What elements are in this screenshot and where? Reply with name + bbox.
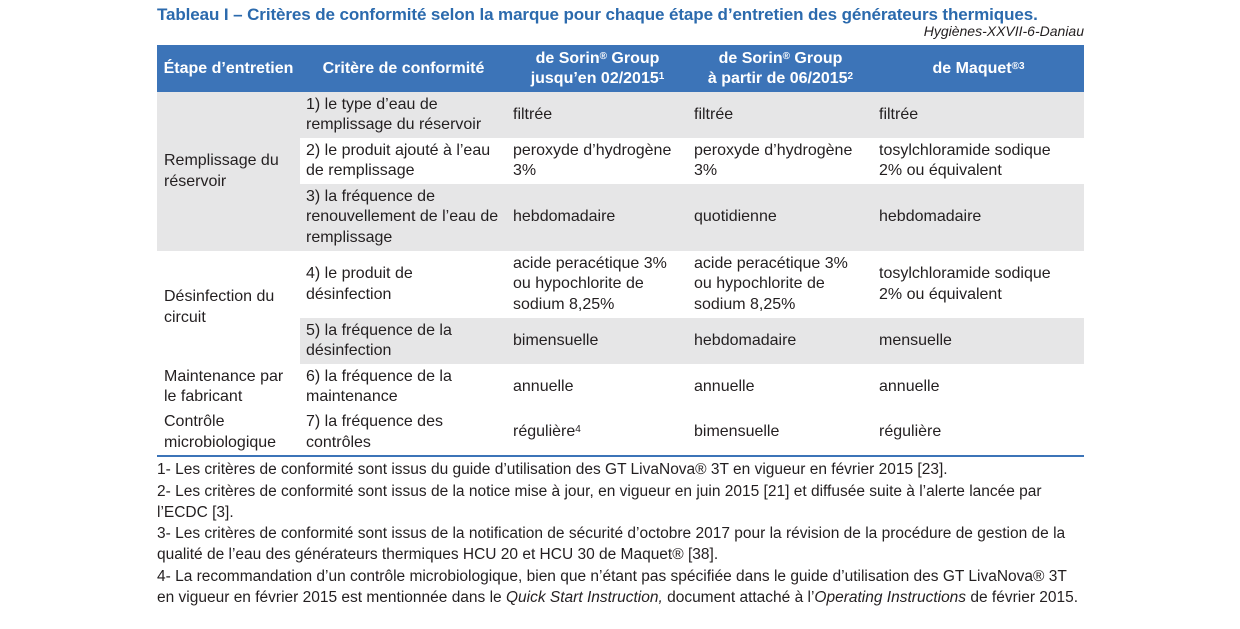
sorin-after-cell: annuelle: [688, 364, 873, 410]
maquet-cell: régulière: [873, 410, 1084, 456]
footnote-4: 4- La recommandation d’un contrôle microbiologique, bien que n’étant pas spécifiée dans le guide d’utilisation des GT LivaNova® 3T en vigueur en février 2015 est mentionnée dans le Quick Start Instruction, document attaché à l’Operating Instructions de février 2015.: [157, 567, 1079, 606]
step-cell: Remplissage du réservoir: [157, 92, 300, 251]
sorin-before-cell: hebdomadaire: [507, 184, 688, 251]
sorin-before-cell: filtrée: [507, 92, 688, 138]
table-row: [157, 410, 1084, 456]
criterion-cell: 7) la fréquence des contrôles: [300, 410, 507, 456]
step-cell: Désinfection du circuit: [157, 251, 300, 364]
criterion-cell: 5) la fréquence de la désinfection: [300, 318, 507, 364]
header-sorin-after: de Sorin® Group à partir de 06/2015$^2$: [688, 45, 873, 92]
maquet-cell: filtrée: [873, 92, 1084, 138]
table-row: [157, 251, 1084, 318]
sorin-before-cell: régulière$^4$: [507, 410, 688, 456]
footnote-2: 2- Les critères de conformité sont issus de la notice mise à jour, en vigueur en juin 2015 [21] et diffusée suite à l’alerte lancée par l’ECDC [3].: [157, 482, 1042, 521]
sorin-after-cell: bimensuelle: [688, 410, 873, 456]
footnotes: [157, 460, 1084, 610]
sorin-after-cell: acide peracétique 3% ou hypochlorite de sodium 8,25%: [688, 251, 873, 318]
sorin-after-cell: quotidienne: [688, 184, 873, 251]
criterion-cell: 3) la fréquence de renouvellement de l’eau de remplissage: [300, 184, 507, 251]
header-criterion: Critère de conformité: [300, 45, 507, 92]
header-maquet: de Maquet$^{®3}$: [873, 45, 1084, 92]
footnote-1: 1- Les critères de conformité sont issus du guide d’utilisation des GT LivaNova® 3T en vigueur en février 2015 [23].: [157, 461, 948, 478]
step-cell: Maintenance par le fabricant: [157, 364, 300, 410]
sorin-before-cell: bimensuelle: [507, 318, 688, 364]
table-row: [157, 92, 1084, 138]
criterion-cell: 4) le produit de désinfection: [300, 251, 507, 318]
criterion-cell: 2) le produit ajouté à l’eau de remplissage: [300, 138, 507, 184]
header-step: Étape d’entretien: [157, 45, 300, 92]
criterion-cell: 6) la fréquence de la maintenance: [300, 364, 507, 410]
sorin-before-cell: acide peracétique 3% ou hypochlorite de sodium 8,25%: [507, 251, 688, 318]
table-title: Tableau I – Critères de conformité selon la marque pour chaque étape d’entretien des générateurs thermiques.: [157, 5, 1038, 24]
sorin-after-cell: hebdomadaire: [688, 318, 873, 364]
step-cell: Contrôle microbiologique: [157, 410, 300, 456]
table-row: [157, 364, 1084, 410]
maquet-cell: tosylchloramide sodique 2% ou équivalent: [873, 138, 1084, 184]
header-row: [157, 45, 1084, 92]
conformity-table: [157, 45, 1084, 457]
reference: Hygiènes-XXVII-6-Daniau: [923, 23, 1084, 39]
footnote-3: 3- Les critères de conformité sont issus de la notification de sécurité d’octobre 2017 pour la révision de la procédure de gestion de la qualité de l’eau des générateurs thermiques HCU 20 et HCU 30 de Maquet® [38].: [157, 525, 1066, 564]
maquet-cell: annuelle: [873, 364, 1084, 410]
criterion-cell: 1) le type d’eau de remplissage du réservoir: [300, 92, 507, 138]
sorin-before-cell: peroxyde d’hydrogène 3%: [507, 138, 688, 184]
header-sorin-before: de Sorin® Group jusqu’en 02/2015$^1$: [507, 45, 688, 92]
maquet-cell: hebdomadaire: [873, 184, 1084, 251]
sorin-after-cell: peroxyde d’hydrogène 3%: [688, 138, 873, 184]
sorin-after-cell: filtrée: [688, 92, 873, 138]
maquet-cell: tosylchloramide sodique 2% ou équivalent: [873, 251, 1084, 318]
sorin-before-cell: annuelle: [507, 364, 688, 410]
maquet-cell: mensuelle: [873, 318, 1084, 364]
